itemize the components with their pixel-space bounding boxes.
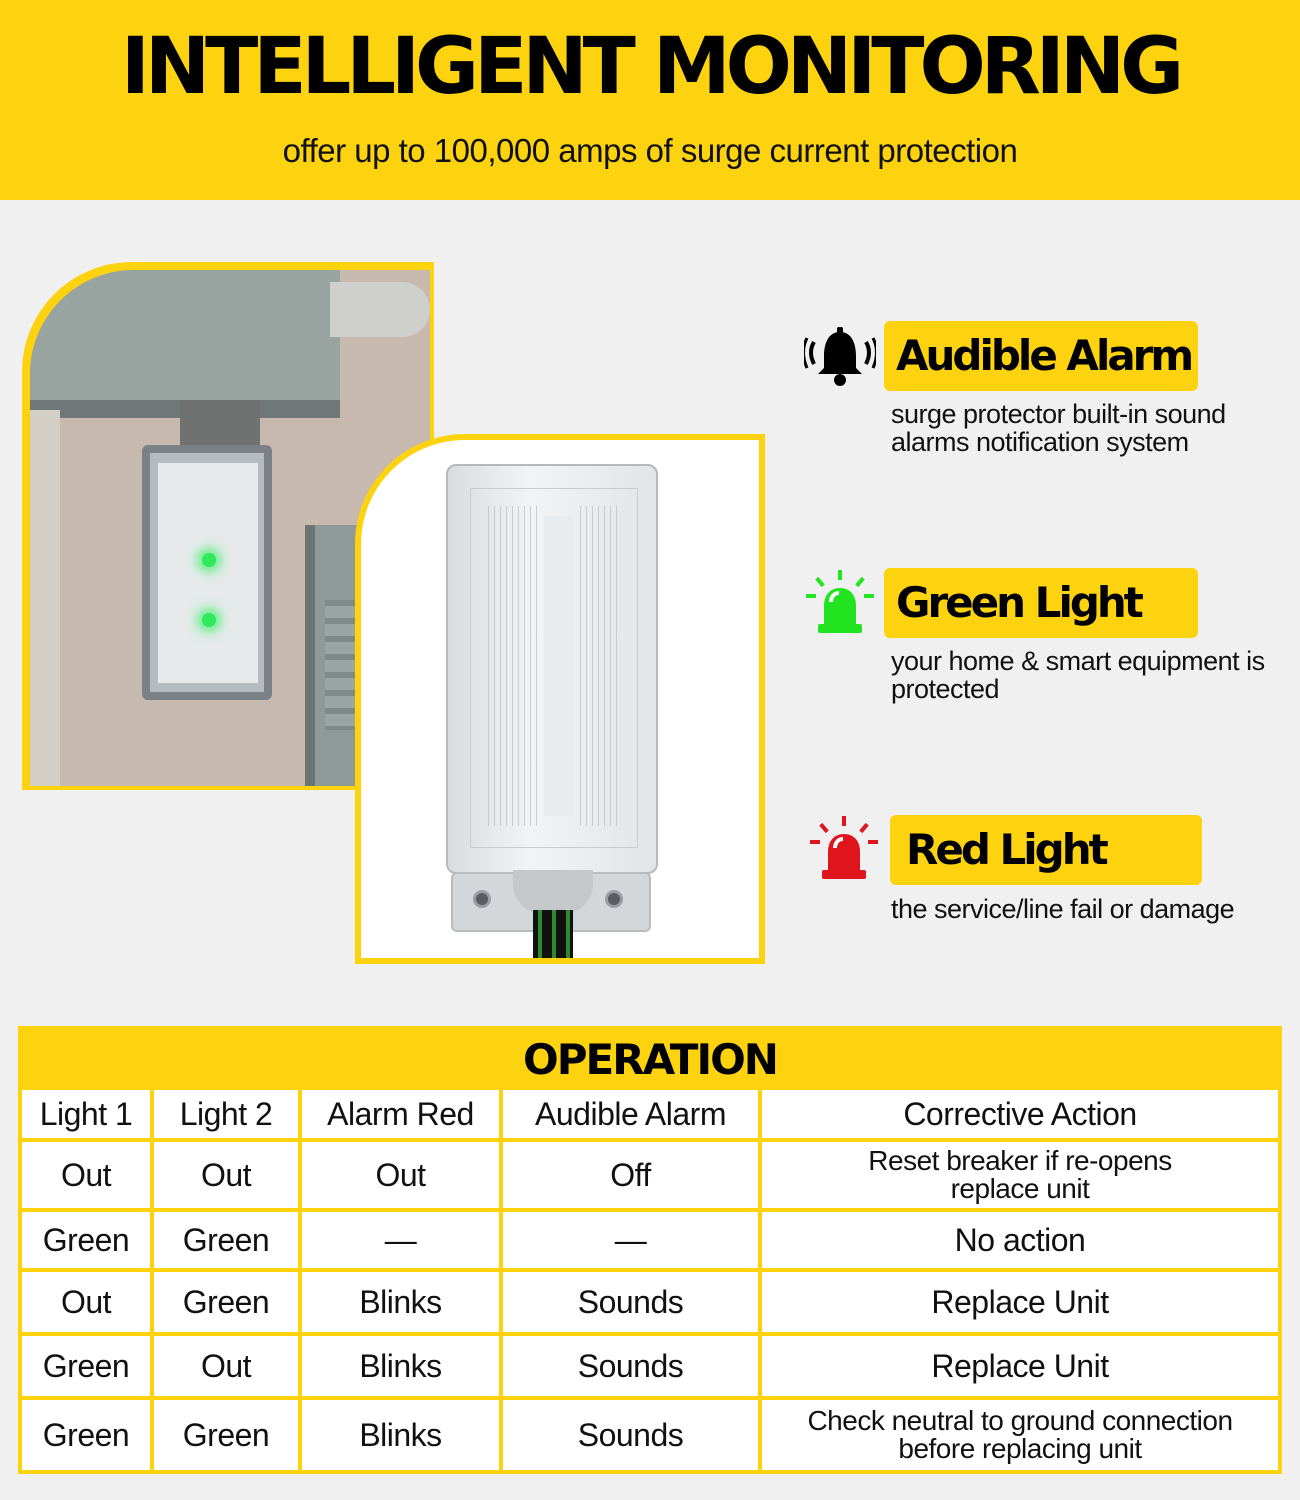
feature-title: Red Light <box>906 825 1106 874</box>
mount-hole-left <box>473 890 491 908</box>
feature-title: Audible Alarm <box>896 331 1192 380</box>
table-cell: Out <box>22 1142 154 1212</box>
table-row <box>22 1400 1278 1470</box>
conduit <box>30 410 60 786</box>
table-cell: Green <box>154 1272 302 1336</box>
conduit-nipple <box>513 870 593 914</box>
label-text-lines <box>488 506 538 826</box>
meter-box <box>30 270 340 400</box>
feature-description: the service/line fail or damage <box>891 894 1235 924</box>
table-cell: — <box>503 1212 762 1272</box>
table-header-row <box>22 1090 1278 1142</box>
label-text-lines-2 <box>580 506 620 826</box>
column-header: Corrective Action <box>762 1090 1278 1142</box>
led-light-1 <box>202 553 216 567</box>
product-photo <box>361 440 759 958</box>
feature-badge <box>890 815 1202 885</box>
table-cell: Green <box>154 1400 302 1470</box>
table-cell: Replace Unit <box>762 1336 1278 1400</box>
table-cell: Check neutral to ground connection before replacing unit <box>807 1405 1233 1464</box>
lead-wires <box>533 910 573 958</box>
table-cell: Out <box>154 1142 302 1212</box>
page-subtitle: offer up to 100,000 amps of surge current protection <box>282 132 1018 169</box>
table-cell: Blinks <box>302 1336 503 1400</box>
table-cell: Green <box>22 1336 154 1400</box>
page-title: INTELLIGENT MONITORING <box>120 22 1180 112</box>
column-header: Light 1 <box>22 1090 154 1142</box>
mount-hole-right <box>605 890 623 908</box>
installed-surge-device <box>142 445 272 700</box>
table-cell: Reset breaker if re-opens replace unit <box>762 1142 1278 1212</box>
led-light-2 <box>202 613 216 627</box>
column-header: Audible Alarm <box>503 1090 762 1142</box>
table-cell: Sounds <box>503 1336 762 1400</box>
table-row <box>22 1212 1278 1272</box>
table-cell: Replace Unit <box>762 1272 1278 1336</box>
surge-protector-device <box>446 464 658 874</box>
table-cell: No action <box>762 1212 1278 1272</box>
device-label <box>158 463 258 683</box>
green-beacon-icon <box>804 568 876 640</box>
column-header: Alarm Red <box>302 1090 503 1142</box>
table-cell: Green <box>154 1212 302 1272</box>
operation-table-title: OPERATION <box>22 1030 1278 1090</box>
red-beacon-icon <box>808 814 880 886</box>
table-cell: Off <box>503 1142 762 1212</box>
table-cell: Blinks <box>302 1400 503 1470</box>
table-row <box>22 1336 1278 1400</box>
feature-description: surge protector built-in sound alarms notification system <box>891 399 1226 457</box>
label-strip <box>544 516 574 816</box>
header-banner <box>0 0 1300 200</box>
feature-badge <box>884 568 1198 638</box>
table-cell: Sounds <box>503 1272 762 1336</box>
table-cell: Out <box>154 1336 302 1400</box>
alarm-bell-icon <box>804 322 876 394</box>
feature-badge <box>884 321 1198 391</box>
table-cell: Sounds <box>503 1400 762 1470</box>
table-cell: Green <box>22 1212 154 1272</box>
feature-title: Green Light <box>896 578 1141 627</box>
pipe <box>330 282 430 337</box>
product-photo-frame <box>355 434 765 964</box>
table-cell: Out <box>302 1142 503 1212</box>
table-cell: Green <box>22 1400 154 1470</box>
feature-description: your home & smart equipment is protected <box>891 646 1265 704</box>
column-header: Light 2 <box>154 1090 302 1142</box>
table-cell: Blinks <box>302 1272 503 1336</box>
table-cell: — <box>302 1212 503 1272</box>
table-cell: Out <box>22 1272 154 1336</box>
operation-table <box>18 1026 1282 1474</box>
table-row <box>22 1272 1278 1336</box>
table-row <box>22 1142 1278 1212</box>
